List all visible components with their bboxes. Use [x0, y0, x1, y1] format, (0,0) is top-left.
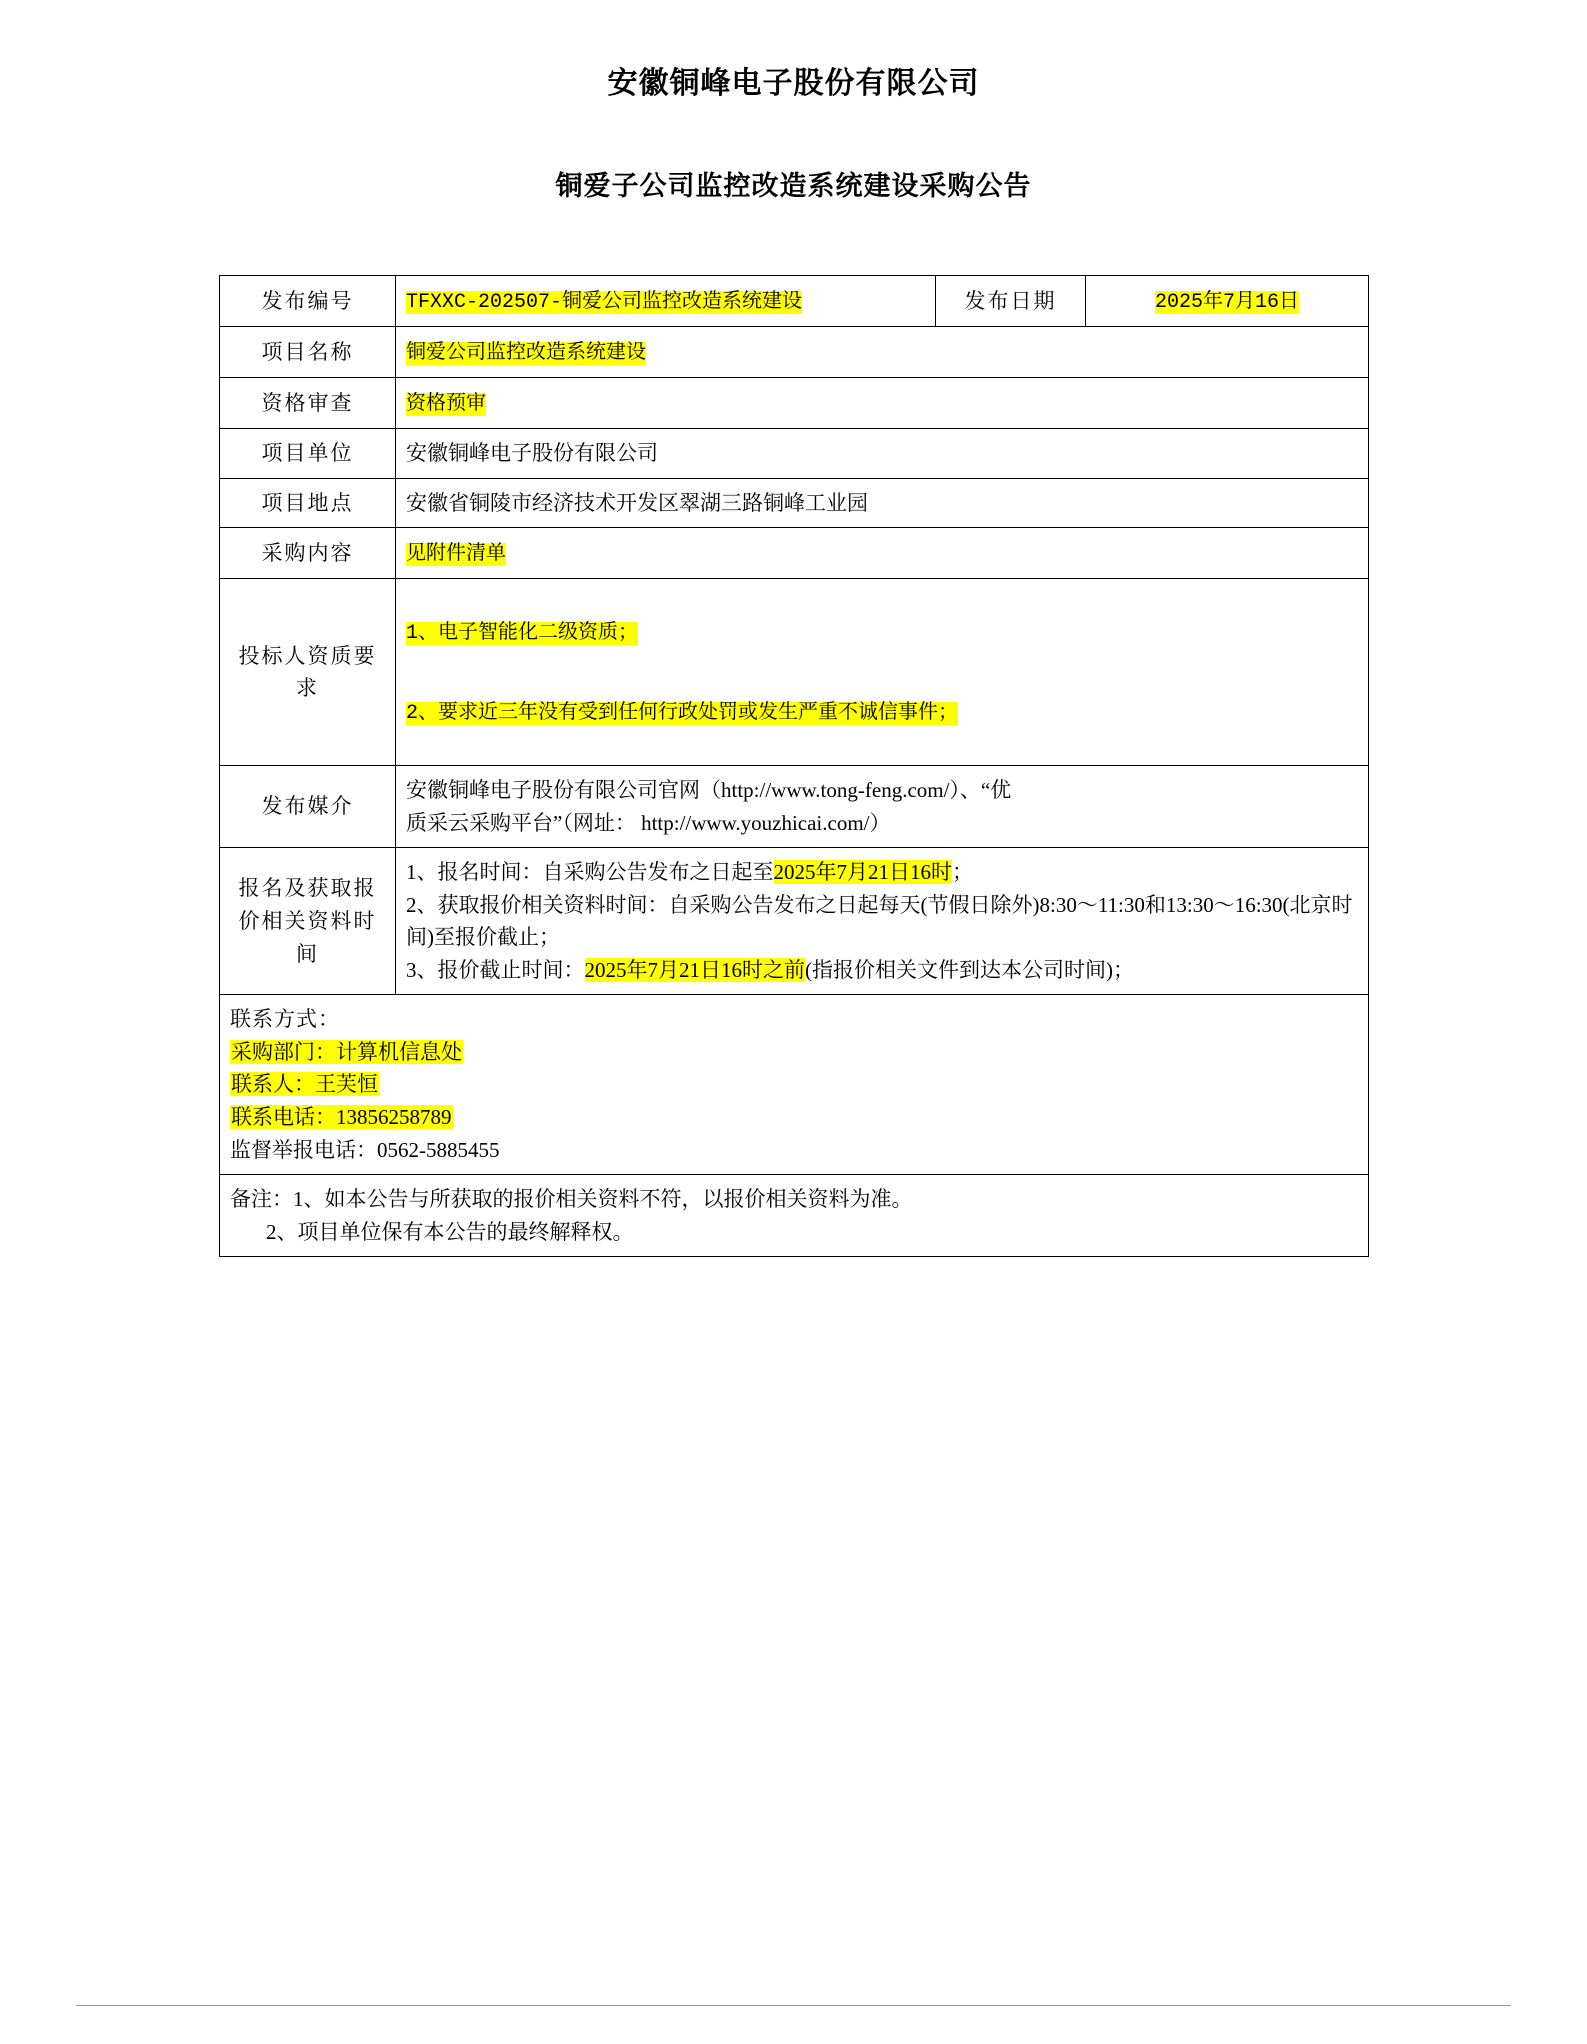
bidder-qualification-label: 投标人资质要求	[220, 579, 396, 766]
contact-supervise-phone: 监督举报电话：0562-5885455	[230, 1137, 500, 1162]
contact-department-text: 采购部门：计算机信息处	[231, 1039, 462, 1064]
signup-line-3	[406, 954, 1358, 987]
table-row	[220, 528, 1369, 579]
bidder-qualification-value	[396, 579, 1369, 766]
table-row	[220, 378, 1369, 429]
contact-block	[220, 995, 1369, 1175]
qualification-review-text: 资格预审	[406, 393, 486, 416]
table-row	[220, 995, 1369, 1175]
purchase-content-value	[396, 528, 1369, 579]
signup-line-1-highlight: 2025年7月21日16时	[773, 860, 952, 885]
table-row	[220, 848, 1369, 995]
table-row	[220, 276, 1369, 327]
signup-line-1	[406, 856, 1358, 889]
contact-phone-text: 联系电话：13856258789	[231, 1105, 452, 1130]
bidder-qualification-text-1: 1、电子智能化二级资质；	[406, 622, 639, 646]
note-line-2: 2、项目单位保有本公告的最终解释权。	[266, 1219, 634, 1244]
purchase-content-text: 见附件清单	[406, 543, 506, 567]
project-unit-label: 项目单位	[220, 429, 396, 479]
qualification-review-value	[396, 378, 1369, 429]
bidder-qualification-line-2	[406, 695, 1358, 729]
table-row	[220, 478, 1369, 528]
project-name-label: 项目名称	[220, 327, 396, 378]
project-site-label: 项目地点	[220, 478, 396, 528]
table-row	[220, 429, 1369, 479]
publish-no-label: 发布编号	[220, 276, 396, 327]
signup-label: 报名及获取报价相关资料时间	[220, 848, 396, 995]
page-title: 安徽铜峰电子股份有限公司	[607, 67, 980, 100]
qualification-review-label: 资格审查	[220, 378, 396, 429]
media-value	[396, 766, 1369, 848]
signup-line-3-pre: 3、报价截止时间：	[406, 957, 585, 982]
publish-no-text: TFXXC-202507-铜爱公司监控改造系统建设	[406, 291, 803, 314]
signup-line-3-highlight: 2025年7月21日16时之前	[584, 957, 805, 982]
signup-line-1-pre: 1、报名时间：自采购公告发布之日起至	[406, 860, 774, 885]
media-line-2: 质采云采购平台”（网址： http://www.youzhicai.com/）	[406, 810, 891, 835]
page-subtitle: 铜爱子公司监控改造系统建设采购公告	[555, 171, 1032, 201]
table-row	[220, 327, 1369, 378]
publish-date-text: 2025年7月16日	[1154, 291, 1299, 314]
project-unit-value: 安徽铜峰电子股份有限公司	[396, 429, 1369, 479]
contact-person-text: 联系人：王芙恒	[231, 1072, 378, 1097]
table-row	[220, 1175, 1369, 1257]
project-name-value	[396, 327, 1369, 378]
signup-line-3-post: (指报价相关文件到达本公司时间)；	[805, 957, 1134, 982]
signup-value	[396, 848, 1369, 995]
publish-date-value	[1086, 276, 1369, 327]
note-block	[220, 1175, 1369, 1257]
bidder-qualification-line-1	[406, 615, 1358, 649]
contact-title: 联系方式：	[230, 1007, 340, 1032]
media-label: 发布媒介	[220, 766, 396, 848]
publish-no-value	[396, 276, 936, 327]
note-line-1: 备注：1、如本公告与所获取的报价相关资料不符，以报价相关资料为准。	[230, 1187, 913, 1212]
contact-department	[230, 1036, 1358, 1069]
announcement-table-wrapper	[219, 275, 1368, 1257]
table-row	[220, 766, 1369, 848]
signup-line-2: 2、获取报价相关资料时间：自采购公告发布之日起每天(节假日除外)8:30～11:30和13:30～16:30(北京时间)至报价截止；	[406, 892, 1353, 950]
media-line-1: 安徽铜峰电子股份有限公司官网（http://www.tong-feng.com/）、“优	[406, 778, 1012, 803]
footer-divider	[76, 2005, 1511, 2006]
contact-phone	[230, 1101, 1358, 1134]
contact-person	[230, 1068, 1358, 1101]
announcement-table	[219, 275, 1369, 1257]
bidder-qualification-text-2: 2、要求近三年没有受到任何行政处罚或发生严重不诚信事件；	[406, 702, 959, 726]
table-row	[220, 579, 1369, 766]
publish-date-label: 发布日期	[936, 276, 1086, 327]
project-name-text: 铜爱公司监控改造系统建设	[406, 342, 646, 365]
signup-line-1-post: ；	[952, 860, 973, 885]
purchase-content-label: 采购内容	[220, 528, 396, 579]
project-site-value: 安徽省铜陵市经济技术开发区翠湖三路铜峰工业园	[396, 478, 1369, 528]
